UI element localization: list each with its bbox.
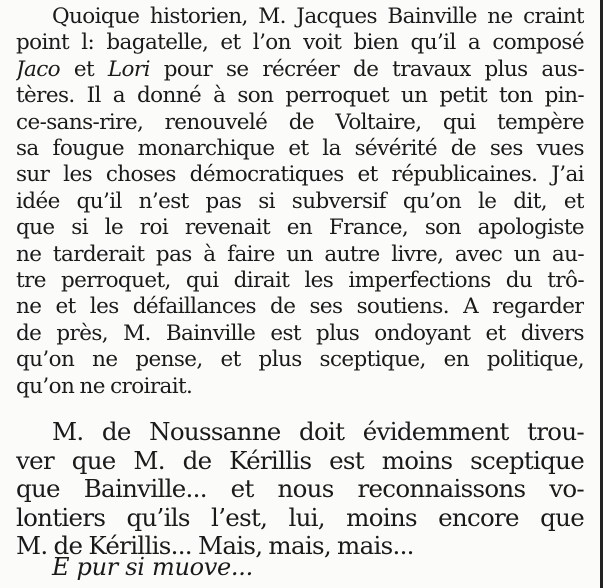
- text-line: qu’on ne pense, et plus sceptique, en politique,: [16, 347, 584, 373]
- text-line: lontiers qu’ils l’est, lui, moins encore que: [16, 503, 584, 532]
- book-title-jaco: Jaco: [16, 56, 61, 82]
- text-line: de près, M. Bainville est plus ondoyant et divers: [16, 320, 584, 346]
- text-line: idée qu’il n’est pas si subversif qu’on le dit, et: [16, 188, 584, 214]
- paragraph-bainville: [16, 4, 584, 400]
- text-line: M. de Noussanne doit évidemment trou-: [52, 418, 584, 446]
- text-line: ce-sans-rire, renouvelé de Voltaire, qui tempère: [16, 109, 584, 135]
- text-line: tères. Il a donné à son perroquet un petit ton pin-: [16, 83, 584, 109]
- text-line: sa fougue monarchique et la sévérité de ses vues: [16, 136, 584, 162]
- text-line: ne et les défaillances de ses soutiens. A regarder: [16, 294, 584, 320]
- text-line: sur les choses démocratiques et républicaines. J’ai: [16, 162, 584, 188]
- text-line: ver que M. de Kérillis est moins sceptique: [16, 446, 584, 475]
- paragraph-noussanne: [16, 418, 584, 561]
- text-line: ne tarderait pas à faire un autre livre, avec un au-: [16, 241, 584, 267]
- text-line: que Bainville... et nous reconnaissons vo-: [16, 475, 584, 503]
- text-line: qu’on ne croirait.: [16, 373, 193, 399]
- text-line: M. de Kérillis... Mais, mais, mais...: [16, 532, 414, 560]
- text-line: que si le roi revenait en France, son apologiste: [16, 215, 584, 241]
- book-title-lori: Lori: [107, 56, 150, 82]
- text-line: tre perroquet, qui dirait les imperfections du trô-: [16, 268, 584, 294]
- text-line: point l: bagatelle, et l’on voit bien qu’il a composé: [16, 30, 584, 56]
- text-line: Quoique historien, M. Jacques Bainville ne craint: [52, 4, 584, 29]
- text-line-with-titles: Jaco et Lori pour se récréer de travaux plus aus-: [16, 56, 584, 82]
- closing-quote: E pur si muove...: [52, 553, 253, 581]
